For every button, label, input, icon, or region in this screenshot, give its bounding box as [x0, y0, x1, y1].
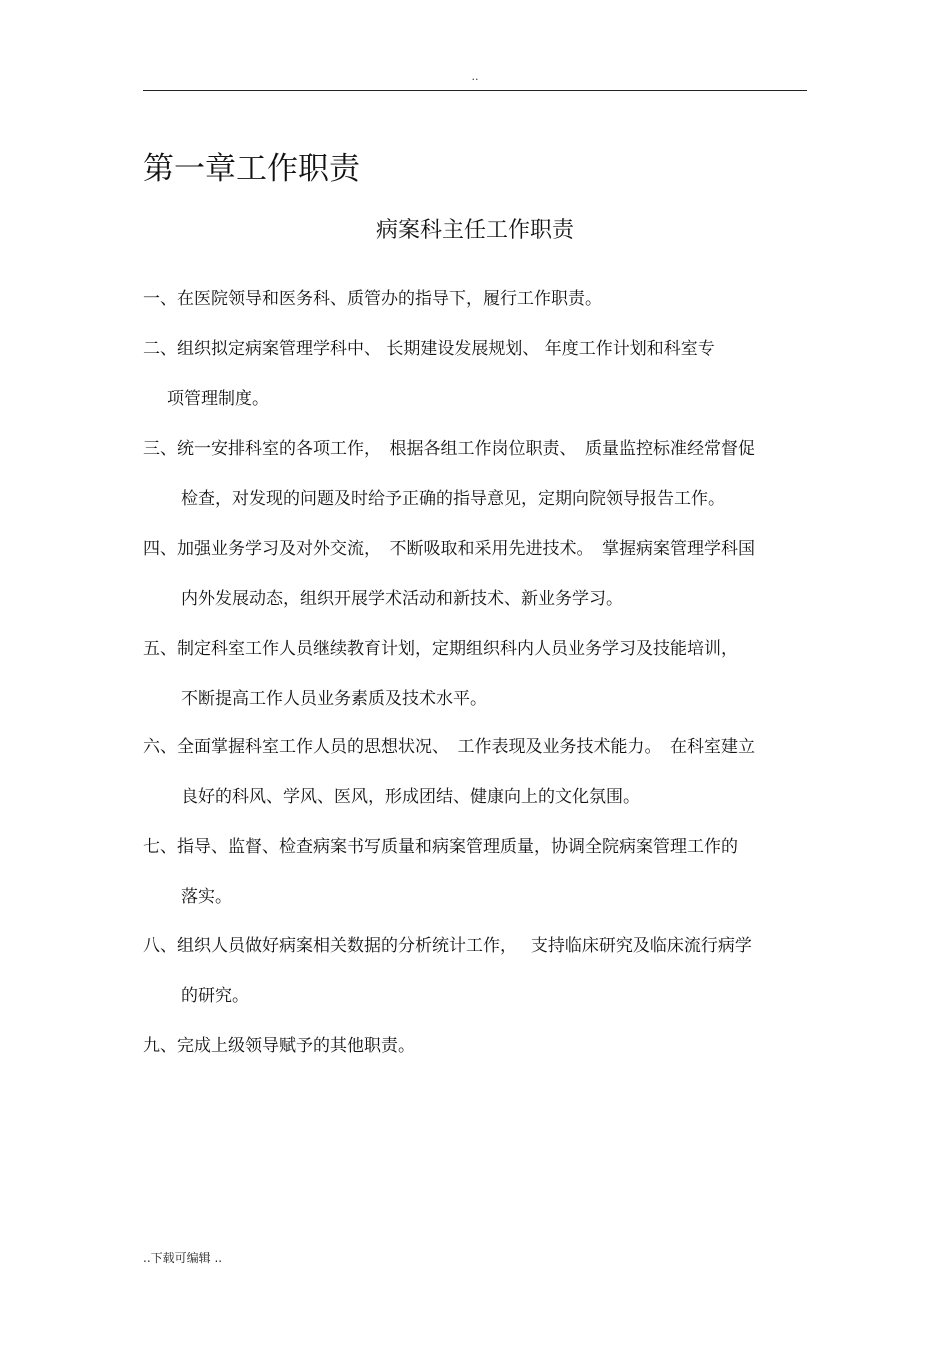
duty-line-continued: 不断提高工作人员业务素质及技术水平。: [181, 689, 487, 709]
duty-line-continued: 的研究。: [181, 986, 249, 1006]
footer-mark: ..下载可编辑 ..: [143, 1251, 223, 1265]
duty-line-continued: 检查，对发现的问题及时给予正确的指导意见，定期向院领导报告工作。: [181, 489, 725, 509]
duty-line: 四、加强业务学习及对外交流， 不断吸取和采用先进技术。 掌握病案管理学科国: [143, 539, 755, 559]
duty-item-2: [143, 324, 813, 424]
duty-line: 九、完成上级领导赋予的其他职责。: [143, 1036, 415, 1056]
header-mark: ..: [471, 70, 479, 83]
duty-line: 八、组织人员做好病案相关数据的分析统计工作， 支持临床研究及临床流行病学: [143, 936, 752, 956]
duty-item-6: [143, 722, 813, 822]
duty-line: 七、指导、监督、检查病案书写质量和病案管理质量，协调全院病案管理工作的: [143, 837, 738, 857]
duty-item-5: [143, 624, 813, 724]
header-rule: [143, 90, 807, 91]
duty-item-8: [143, 921, 813, 1021]
duty-line: 五、制定科室工作人员继续教育计划，定期组织科内人员业务学习及技能培训，: [143, 639, 738, 659]
duty-item-3: [143, 424, 813, 524]
duty-line-continued: 内外发展动态，组织开展学术活动和新技术、新业务学习。: [181, 589, 623, 609]
duty-item-7: [143, 822, 813, 922]
duty-item-9: [143, 1021, 813, 1071]
duty-line: 六、全面掌握科室工作人员的思想状况、 工作表现及业务技术能力。 在科室建立: [143, 737, 755, 757]
duty-line-continued: 项管理制度。: [167, 389, 269, 409]
duty-line: 一、在医院领导和医务科、质管办的指导下，履行工作职责。: [143, 289, 602, 309]
duty-line: 三、统一安排科室的各项工作， 根据各组工作岗位职责、 质量监控标准经常督促: [143, 439, 755, 459]
section-title: 病案科主任工作职责: [375, 218, 574, 243]
duty-line: 二、组织拟定病案管理学科中、 长期建设发展规划、 年度工作计划和科室专: [143, 339, 715, 359]
duty-line-continued: 良好的科风、学风、医风，形成团结、健康向上的文化氛围。: [181, 787, 640, 807]
chapter-title: 第一章工作职责: [143, 151, 360, 187]
duty-item-4: [143, 524, 813, 624]
duty-item-1: [143, 274, 813, 324]
duty-line-continued: 落实。: [181, 887, 232, 907]
